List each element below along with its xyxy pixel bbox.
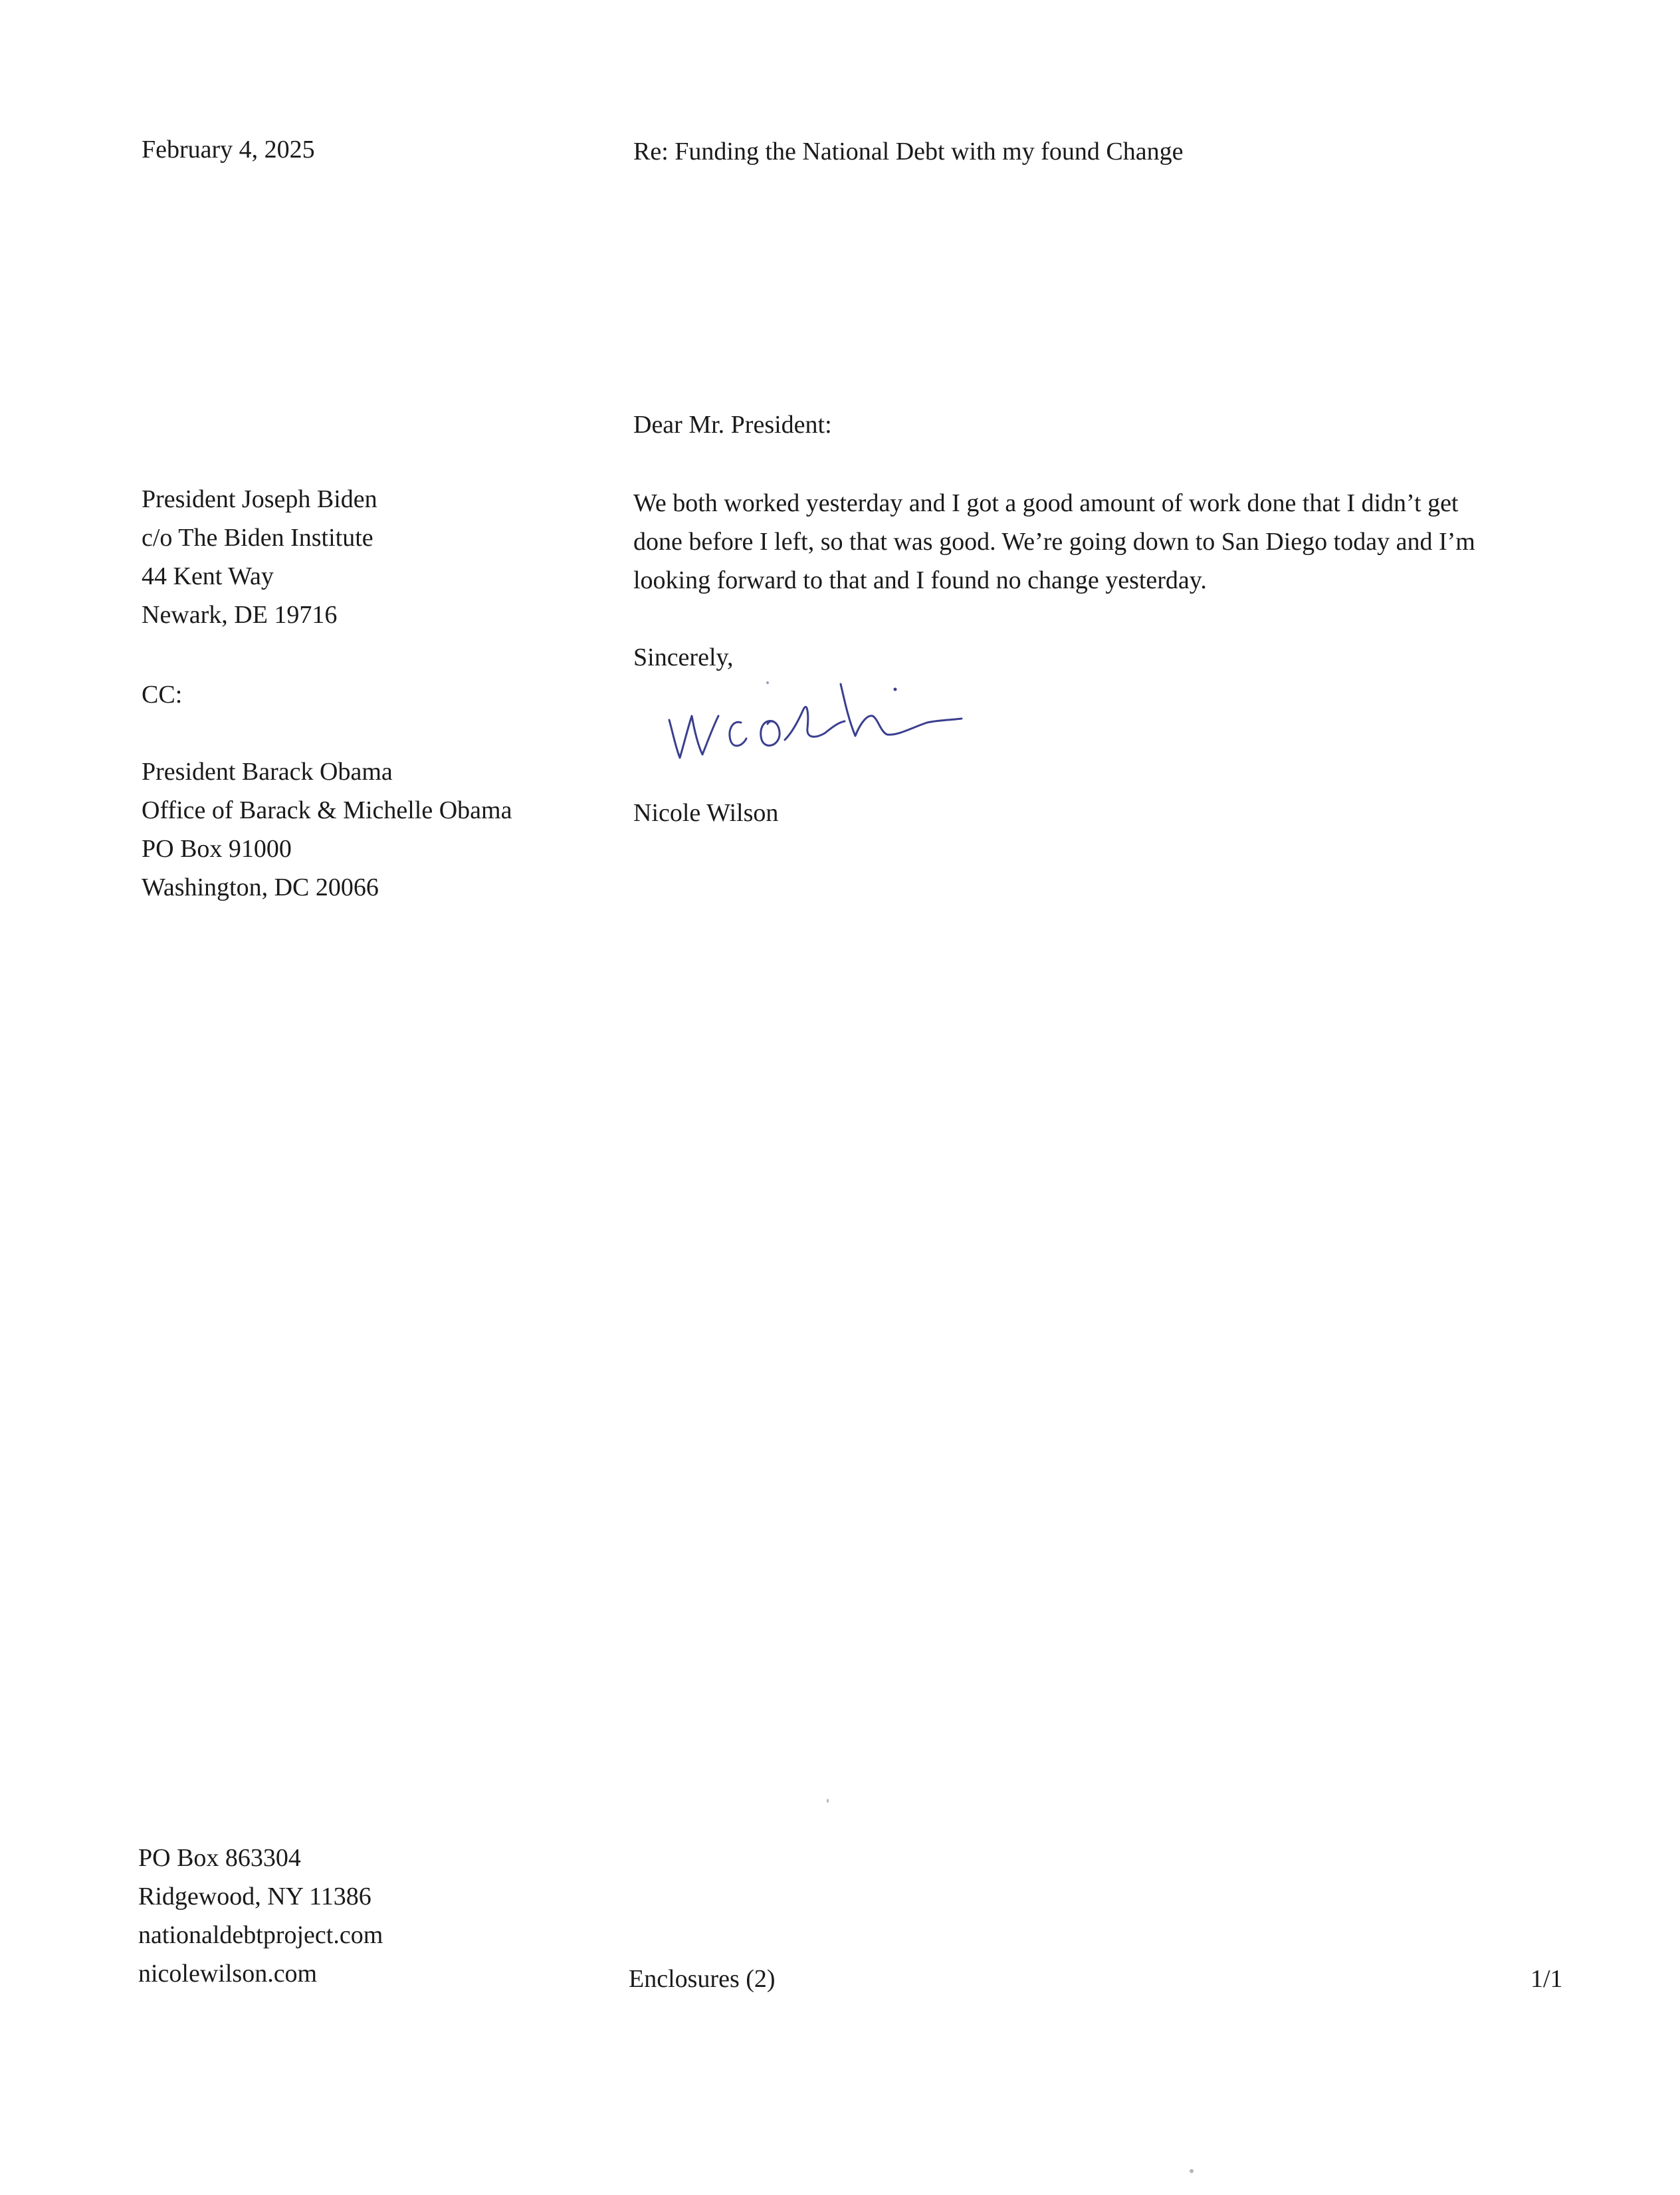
letter-body	[633, 484, 1564, 600]
recipient-line: Newark, DE 19716	[142, 601, 338, 629]
sender-line: PO Box 863304	[138, 1844, 301, 1872]
handwritten-signature	[661, 675, 967, 774]
recipient-address	[142, 480, 377, 634]
recipient-line: President Joseph Biden	[142, 485, 377, 513]
closing: Sincerely,	[633, 643, 734, 671]
recipient-line: c/o The Biden Institute	[142, 524, 373, 552]
sender-line: nicolewilson.com	[138, 1960, 318, 1988]
cc-line: PO Box 91000	[142, 835, 292, 863]
cc-line: President Barack Obama	[142, 758, 393, 786]
sender-line: Ridgewood, NY 11386	[138, 1883, 371, 1910]
scan-speck	[1190, 2169, 1194, 2173]
recipient-line: 44 Kent Way	[142, 562, 274, 590]
letter-date: February 4, 2025	[142, 136, 315, 164]
sender-line: nationaldebtproject.com	[138, 1921, 383, 1949]
sender-address	[138, 1839, 383, 1993]
salutation: Dear Mr. President:	[633, 411, 832, 439]
cc-line: Washington, DC 20066	[142, 873, 379, 901]
body-line: done before I left, so that was good. We’re going down to San Diego today and I’m	[633, 528, 1475, 556]
cc-label: CC:	[142, 681, 183, 709]
enclosures-note: Enclosures (2)	[629, 1965, 776, 1993]
letter-subject: Re: Funding the National Debt with my found Change	[633, 138, 1184, 166]
scan-speck	[827, 1799, 829, 1803]
cc-address	[142, 752, 512, 907]
body-line: looking forward to that and I found no change yesterday.	[633, 566, 1207, 594]
page-number: 1/1	[1530, 1965, 1563, 1993]
body-line: We both worked yesterday and I got a good amount of work done that I didn’t get	[633, 489, 1459, 517]
signer-name: Nicole Wilson	[633, 799, 779, 827]
cc-line: Office of Barack & Michelle Obama	[142, 796, 512, 824]
